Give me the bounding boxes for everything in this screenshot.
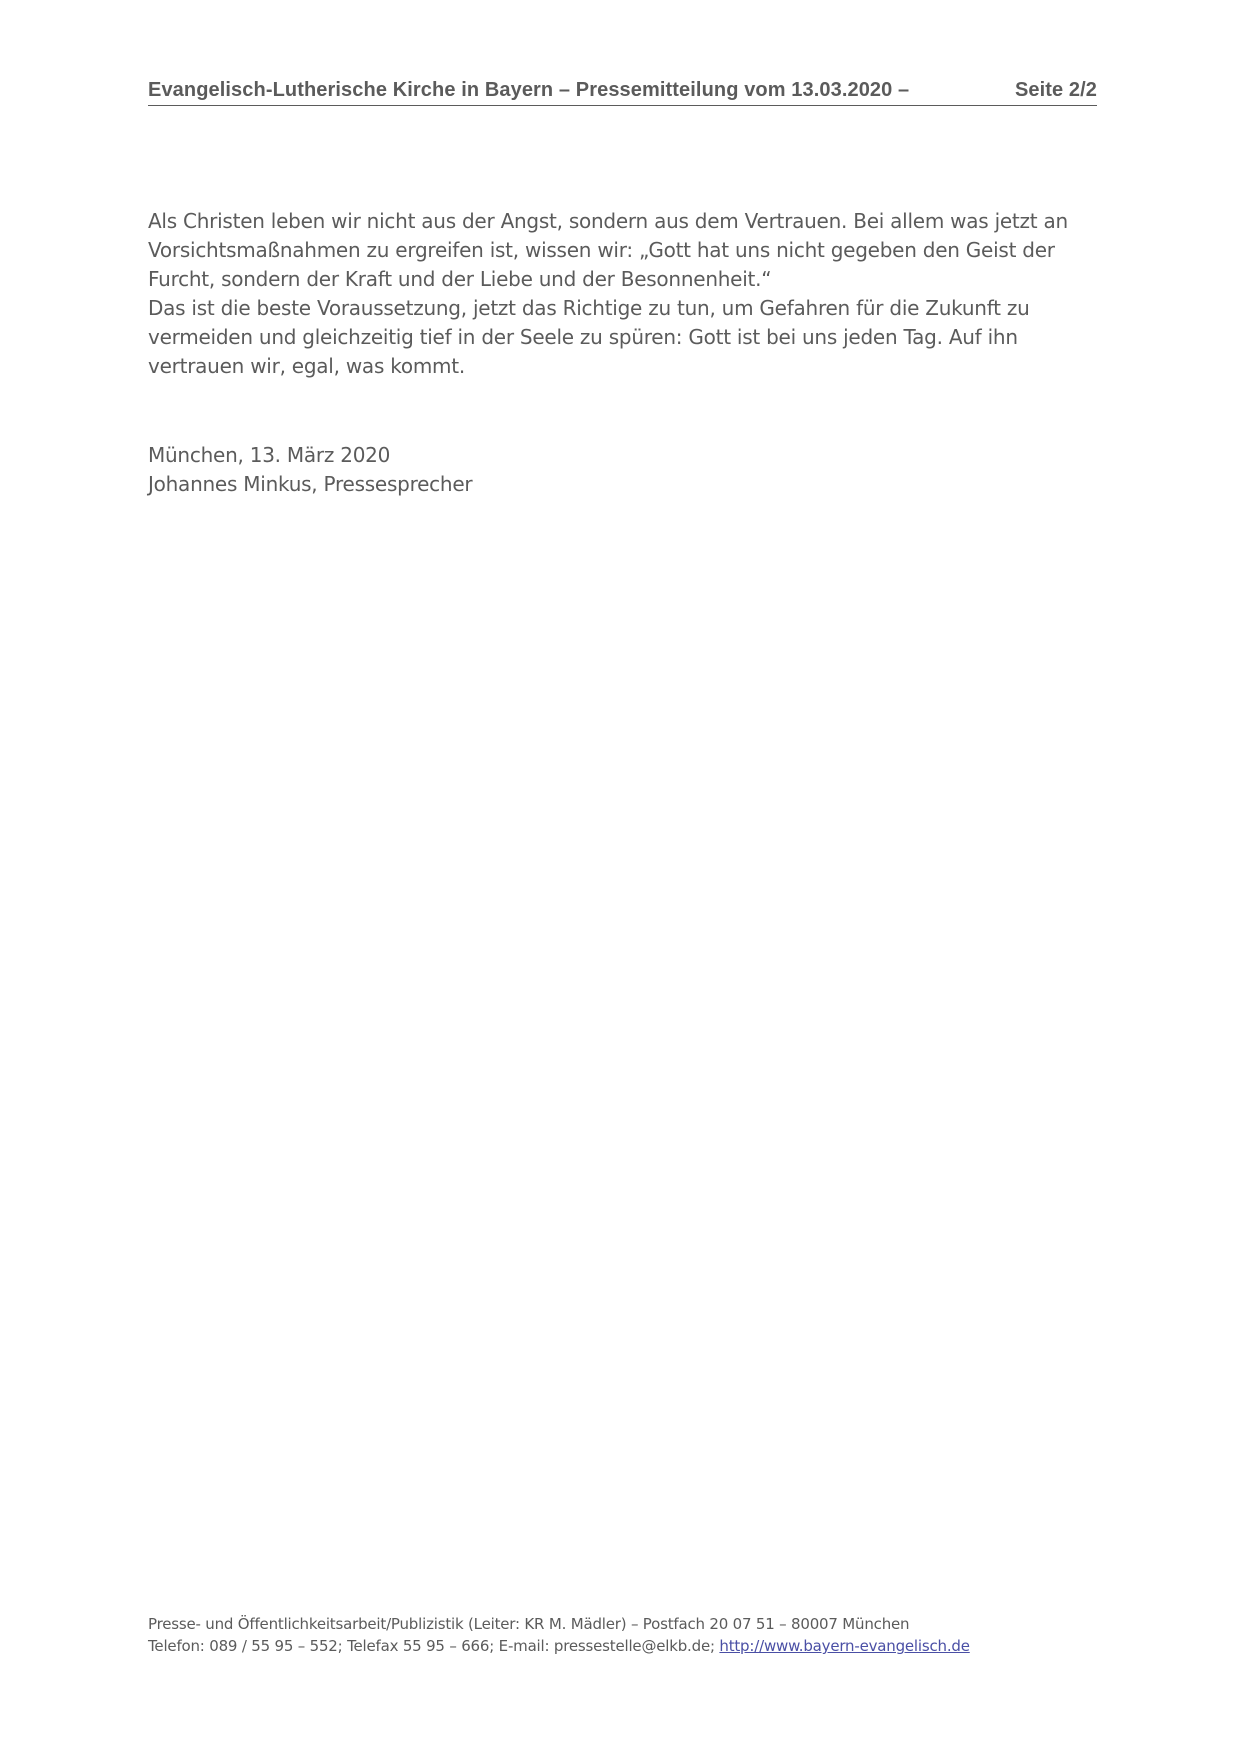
website-link[interactable]: http://www.bayern-evangelisch.de — [719, 1637, 970, 1655]
body-line: Furcht, sondern der Kraft und der Liebe und der Besonnenheit.“ — [148, 267, 772, 291]
author-line: Johannes Minkus, Pressesprecher — [148, 472, 473, 496]
page-footer — [148, 1613, 1098, 1657]
footer-address: Presse- und Öffentlichkeitsarbeit/Publizistik (Leiter: KR M. Mädler) – Postfach 20 07 51 – 80007 München — [148, 1615, 910, 1633]
header-title: Evangelisch-Lutherische Kirche in Bayern – Pressemitteilung vom 13.03.2020 – — [148, 79, 910, 101]
place-date: München, 13. März 2020 — [148, 443, 391, 467]
page-header — [148, 78, 1097, 106]
signature-block — [148, 441, 472, 499]
page-number: Seite 2/2 — [1014, 79, 1097, 101]
body-line: Das ist die beste Voraussetzung, jetzt das Richtige zu tun, um Gefahren für die Zukunft zu — [148, 296, 1030, 320]
body-line: vertrauen wir, egal, was kommt. — [148, 354, 465, 378]
body-line: vermeiden und gleichzeitig tief in der Seele zu spüren: Gott ist bei uns jeden Tag. Auf ihn — [148, 325, 1018, 349]
footer-contact-text: Telefon: 089 / 55 95 – 552; Telefax 55 95 – 666; E-mail: pressestelle@elkb.de; — [148, 1637, 720, 1655]
footer-contact — [148, 1635, 1098, 1657]
press-release-body — [148, 207, 1078, 381]
body-line: Als Christen leben wir nicht aus der Angst, sondern aus dem Vertrauen. Bei allem was jetzt an — [148, 209, 1068, 233]
body-line: Vorsichtsmaßnahmen zu ergreifen ist, wissen wir: „Gott hat uns nicht gegeben den Geist der — [148, 238, 1055, 262]
